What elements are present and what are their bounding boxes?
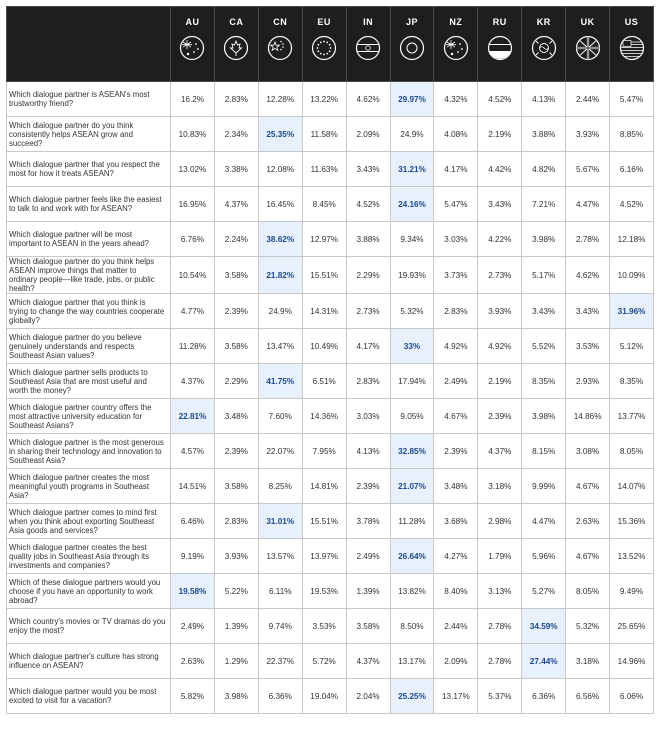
- highest-value-cell: 41.75%: [258, 364, 302, 399]
- value-cell: 2.78%: [478, 644, 522, 679]
- question-cell: Which dialogue partner feels like the easiest to talk to and work with for ASEAN?: [7, 187, 171, 222]
- value-cell: 4.22%: [478, 222, 522, 257]
- value-cell: 10.54%: [171, 257, 215, 294]
- value-cell: 3.98%: [214, 679, 258, 714]
- highest-value-cell: 21.82%: [258, 257, 302, 294]
- russia-flag-icon: [487, 35, 513, 61]
- value-cell: 3.43%: [478, 187, 522, 222]
- table-row: [7, 434, 654, 469]
- table-row: [7, 294, 654, 329]
- question-cell: Which dialogue partner do you believe genuinely understands and respects Southeast Asian values?: [7, 329, 171, 364]
- column-header-uk: [566, 7, 610, 82]
- value-cell: 4.52%: [346, 187, 390, 222]
- value-cell: 13.57%: [258, 539, 302, 574]
- value-cell: 4.47%: [566, 187, 610, 222]
- value-cell: 9.99%: [522, 469, 566, 504]
- value-cell: 3.88%: [522, 117, 566, 152]
- value-cell: 4.37%: [214, 187, 258, 222]
- value-cell: 6.46%: [171, 504, 215, 539]
- value-cell: 3.43%: [566, 294, 610, 329]
- value-cell: 8.50%: [390, 609, 434, 644]
- value-cell: 14.07%: [610, 469, 654, 504]
- value-cell: 4.08%: [434, 117, 478, 152]
- value-cell: 4.17%: [434, 152, 478, 187]
- value-cell: 5.22%: [214, 574, 258, 609]
- value-cell: 4.17%: [346, 329, 390, 364]
- value-cell: 1.79%: [478, 539, 522, 574]
- value-cell: 4.82%: [522, 152, 566, 187]
- value-cell: 24.9%: [258, 294, 302, 329]
- highest-value-cell: 31.96%: [610, 294, 654, 329]
- highest-value-cell: 33%: [390, 329, 434, 364]
- canada-flag-icon: [223, 35, 249, 61]
- column-header-cn: [258, 7, 302, 82]
- korea-flag-icon: [531, 35, 557, 61]
- value-cell: 4.47%: [522, 504, 566, 539]
- question-cell: Which of these dialogue partners would you choose if you have an opportunity to work abroad?: [7, 574, 171, 609]
- value-cell: 2.44%: [566, 82, 610, 117]
- value-cell: 8.85%: [610, 117, 654, 152]
- value-cell: 4.67%: [566, 539, 610, 574]
- value-cell: 2.04%: [346, 679, 390, 714]
- eu-flag-icon: [311, 35, 337, 61]
- column-header-nz: [434, 7, 478, 82]
- value-cell: 2.78%: [566, 222, 610, 257]
- value-cell: 13.47%: [258, 329, 302, 364]
- highest-value-cell: 32.85%: [390, 434, 434, 469]
- question-cell: Which dialogue partner will be most important to ASEAN in the years ahead?: [7, 222, 171, 257]
- table-row: [7, 82, 654, 117]
- column-header-eu: [302, 7, 346, 82]
- value-cell: 5.12%: [610, 329, 654, 364]
- value-cell: 8.05%: [566, 574, 610, 609]
- value-cell: 13.17%: [434, 679, 478, 714]
- value-cell: 6.11%: [258, 574, 302, 609]
- value-cell: 12.08%: [258, 152, 302, 187]
- value-cell: 3.98%: [522, 399, 566, 434]
- value-cell: 2.09%: [434, 644, 478, 679]
- table-body: [7, 82, 654, 714]
- value-cell: 14.96%: [610, 644, 654, 679]
- value-cell: 3.58%: [214, 257, 258, 294]
- value-cell: 5.82%: [171, 679, 215, 714]
- value-cell: 2.29%: [214, 364, 258, 399]
- question-cell: Which country's movies or TV dramas do you enjoy the most?: [7, 609, 171, 644]
- value-cell: 4.77%: [171, 294, 215, 329]
- value-cell: 3.93%: [478, 294, 522, 329]
- value-cell: 14.86%: [566, 399, 610, 434]
- value-cell: 6.56%: [566, 679, 610, 714]
- value-cell: 8.40%: [434, 574, 478, 609]
- value-cell: 3.03%: [346, 399, 390, 434]
- value-cell: 3.13%: [478, 574, 522, 609]
- value-cell: 3.68%: [434, 504, 478, 539]
- value-cell: 5.52%: [522, 329, 566, 364]
- table-row: [7, 152, 654, 187]
- value-cell: 6.36%: [522, 679, 566, 714]
- value-cell: 11.28%: [171, 329, 215, 364]
- question-cell: Which dialogue partner that you think is trying to change the way countries cooperate globally?: [7, 294, 171, 329]
- value-cell: 4.67%: [434, 399, 478, 434]
- value-cell: 8.05%: [610, 434, 654, 469]
- table-row: [7, 329, 654, 364]
- value-cell: 16.2%: [171, 82, 215, 117]
- value-cell: 3.53%: [302, 609, 346, 644]
- highest-value-cell: 29.97%: [390, 82, 434, 117]
- value-cell: 4.13%: [522, 82, 566, 117]
- value-cell: 3.88%: [346, 222, 390, 257]
- value-cell: 6.76%: [171, 222, 215, 257]
- survey-table: [6, 6, 654, 714]
- column-code: EU: [317, 17, 331, 27]
- value-cell: 2.83%: [214, 504, 258, 539]
- value-cell: 2.93%: [566, 364, 610, 399]
- column-code: CN: [273, 17, 288, 27]
- japan-flag-icon: [399, 35, 425, 61]
- value-cell: 5.32%: [390, 294, 434, 329]
- china-flag-icon: [267, 35, 293, 61]
- value-cell: 5.96%: [522, 539, 566, 574]
- header-corner: [7, 7, 171, 82]
- value-cell: 2.73%: [346, 294, 390, 329]
- value-cell: 19.53%: [302, 574, 346, 609]
- value-cell: 3.78%: [346, 504, 390, 539]
- value-cell: 4.62%: [566, 257, 610, 294]
- value-cell: 2.78%: [478, 609, 522, 644]
- value-cell: 19.93%: [390, 257, 434, 294]
- value-cell: 22.07%: [258, 434, 302, 469]
- value-cell: 22.37%: [258, 644, 302, 679]
- highest-value-cell: 25.25%: [390, 679, 434, 714]
- value-cell: 15.36%: [610, 504, 654, 539]
- column-header-kr: [522, 7, 566, 82]
- value-cell: 1.29%: [214, 644, 258, 679]
- column-code: JP: [405, 17, 418, 27]
- column-header-jp: [390, 7, 434, 82]
- value-cell: 3.58%: [214, 469, 258, 504]
- table-row: [7, 257, 654, 294]
- value-cell: 16.45%: [258, 187, 302, 222]
- uk-flag-icon: [575, 35, 601, 61]
- question-cell: Which dialogue partner is ASEAN's most trustworthy friend?: [7, 82, 171, 117]
- question-cell: Which dialogue partner comes to mind first when you think about exporting Southeast Asia goods and services?: [7, 504, 171, 539]
- value-cell: 12.28%: [258, 82, 302, 117]
- value-cell: 3.58%: [214, 329, 258, 364]
- question-cell: Which dialogue partner country offers the most attractive university education for Southeast Asians?: [7, 399, 171, 434]
- value-cell: 2.24%: [214, 222, 258, 257]
- value-cell: 4.92%: [478, 329, 522, 364]
- value-cell: 4.37%: [171, 364, 215, 399]
- highest-value-cell: 38.62%: [258, 222, 302, 257]
- question-cell: Which dialogue partner sells products to Southeast Asia that are most useful and worth the money?: [7, 364, 171, 399]
- value-cell: 15.51%: [302, 504, 346, 539]
- value-cell: 2.39%: [346, 469, 390, 504]
- table-row: [7, 644, 654, 679]
- value-cell: 8.25%: [258, 469, 302, 504]
- column-code: CA: [229, 17, 244, 27]
- value-cell: 2.19%: [478, 117, 522, 152]
- value-cell: 4.42%: [478, 152, 522, 187]
- value-cell: 4.52%: [610, 187, 654, 222]
- table-row: [7, 469, 654, 504]
- column-header-au: [171, 7, 215, 82]
- value-cell: 7.60%: [258, 399, 302, 434]
- us-flag-icon: [619, 35, 645, 61]
- value-cell: 3.93%: [214, 539, 258, 574]
- value-cell: 4.37%: [478, 434, 522, 469]
- table-row: [7, 609, 654, 644]
- column-code: AU: [185, 17, 200, 27]
- value-cell: 14.31%: [302, 294, 346, 329]
- value-cell: 15.51%: [302, 257, 346, 294]
- value-cell: 14.81%: [302, 469, 346, 504]
- value-cell: 13.22%: [302, 82, 346, 117]
- value-cell: 9.05%: [390, 399, 434, 434]
- india-flag-icon: [355, 35, 381, 61]
- value-cell: 3.93%: [566, 117, 610, 152]
- value-cell: 8.35%: [522, 364, 566, 399]
- value-cell: 4.57%: [171, 434, 215, 469]
- value-cell: 13.82%: [390, 574, 434, 609]
- question-cell: Which dialogue partner's culture has strong influence on ASEAN?: [7, 644, 171, 679]
- value-cell: 13.02%: [171, 152, 215, 187]
- highest-value-cell: 26.64%: [390, 539, 434, 574]
- value-cell: 1.39%: [214, 609, 258, 644]
- value-cell: 25.65%: [610, 609, 654, 644]
- value-cell: 2.09%: [346, 117, 390, 152]
- value-cell: 11.63%: [302, 152, 346, 187]
- value-cell: 5.17%: [522, 257, 566, 294]
- value-cell: 5.32%: [566, 609, 610, 644]
- table-row: [7, 574, 654, 609]
- value-cell: 4.13%: [346, 434, 390, 469]
- value-cell: 8.45%: [302, 187, 346, 222]
- value-cell: 3.53%: [566, 329, 610, 364]
- highest-value-cell: 34.59%: [522, 609, 566, 644]
- value-cell: 5.37%: [478, 679, 522, 714]
- value-cell: 3.48%: [214, 399, 258, 434]
- value-cell: 14.36%: [302, 399, 346, 434]
- value-cell: 13.52%: [610, 539, 654, 574]
- value-cell: 2.29%: [346, 257, 390, 294]
- value-cell: 2.44%: [434, 609, 478, 644]
- header-row: [7, 7, 654, 82]
- column-header-us: [610, 7, 654, 82]
- value-cell: 11.28%: [390, 504, 434, 539]
- column-header-in: [346, 7, 390, 82]
- value-cell: 3.43%: [346, 152, 390, 187]
- value-cell: 3.18%: [478, 469, 522, 504]
- value-cell: 2.83%: [434, 294, 478, 329]
- value-cell: 4.32%: [434, 82, 478, 117]
- highest-value-cell: 19.58%: [171, 574, 215, 609]
- question-cell: Which dialogue partner would you be most excited to visit for a vacation?: [7, 679, 171, 714]
- value-cell: 4.37%: [346, 644, 390, 679]
- value-cell: 2.49%: [434, 364, 478, 399]
- highest-value-cell: 22.81%: [171, 399, 215, 434]
- value-cell: 2.39%: [478, 399, 522, 434]
- value-cell: 2.83%: [346, 364, 390, 399]
- question-cell: Which dialogue partner creates the most meaningful youth programs in Southeast Asia?: [7, 469, 171, 504]
- value-cell: 7.95%: [302, 434, 346, 469]
- survey-table-wrapper: [6, 6, 654, 714]
- value-cell: 5.27%: [522, 574, 566, 609]
- value-cell: 4.52%: [478, 82, 522, 117]
- value-cell: 3.48%: [434, 469, 478, 504]
- value-cell: 13.97%: [302, 539, 346, 574]
- table-row: [7, 187, 654, 222]
- question-cell: Which dialogue partner is the most generous in sharing their technology and innovation to Southeast Asia?: [7, 434, 171, 469]
- value-cell: 5.67%: [566, 152, 610, 187]
- value-cell: 3.58%: [346, 609, 390, 644]
- highest-value-cell: 25.35%: [258, 117, 302, 152]
- value-cell: 17.94%: [390, 364, 434, 399]
- value-cell: 6.06%: [610, 679, 654, 714]
- table-row: [7, 679, 654, 714]
- column-code: KR: [536, 17, 551, 27]
- value-cell: 10.83%: [171, 117, 215, 152]
- column-code: UK: [580, 17, 595, 27]
- table-row: [7, 539, 654, 574]
- value-cell: 2.73%: [478, 257, 522, 294]
- highest-value-cell: 31.01%: [258, 504, 302, 539]
- column-code: NZ: [449, 17, 463, 27]
- question-cell: Which dialogue partner do you think consistently helps ASEAN grow and succeed?: [7, 117, 171, 152]
- question-cell: Which dialogue partner that you respect the most for how it treats ASEAN?: [7, 152, 171, 187]
- australia-flag-icon: [179, 35, 205, 61]
- table-row: [7, 222, 654, 257]
- value-cell: 3.38%: [214, 152, 258, 187]
- value-cell: 11.58%: [302, 117, 346, 152]
- value-cell: 10.09%: [610, 257, 654, 294]
- highest-value-cell: 24.16%: [390, 187, 434, 222]
- value-cell: 19.04%: [302, 679, 346, 714]
- value-cell: 2.34%: [214, 117, 258, 152]
- value-cell: 4.27%: [434, 539, 478, 574]
- value-cell: 12.97%: [302, 222, 346, 257]
- highest-value-cell: 21.07%: [390, 469, 434, 504]
- value-cell: 9.49%: [610, 574, 654, 609]
- value-cell: 6.51%: [302, 364, 346, 399]
- value-cell: 2.39%: [434, 434, 478, 469]
- value-cell: 2.39%: [214, 434, 258, 469]
- column-header-ca: [214, 7, 258, 82]
- value-cell: 7.21%: [522, 187, 566, 222]
- column-code: RU: [492, 17, 507, 27]
- new-zealand-flag-icon: [443, 35, 469, 61]
- value-cell: 8.35%: [610, 364, 654, 399]
- value-cell: 2.83%: [214, 82, 258, 117]
- question-cell: Which dialogue partner do you think helps ASEAN improve things that matter to ordinary people—like trade, jobs, or public health?: [7, 257, 171, 294]
- value-cell: 5.47%: [434, 187, 478, 222]
- value-cell: 2.49%: [171, 609, 215, 644]
- table-row: [7, 364, 654, 399]
- value-cell: 4.67%: [566, 469, 610, 504]
- value-cell: 3.98%: [522, 222, 566, 257]
- value-cell: 6.36%: [258, 679, 302, 714]
- value-cell: 3.18%: [566, 644, 610, 679]
- column-code: US: [624, 17, 639, 27]
- value-cell: 9.74%: [258, 609, 302, 644]
- column-header-ru: [478, 7, 522, 82]
- value-cell: 3.73%: [434, 257, 478, 294]
- value-cell: 2.49%: [346, 539, 390, 574]
- value-cell: 3.08%: [566, 434, 610, 469]
- value-cell: 2.63%: [566, 504, 610, 539]
- table-row: [7, 399, 654, 434]
- value-cell: 3.43%: [522, 294, 566, 329]
- value-cell: 13.17%: [390, 644, 434, 679]
- value-cell: 13.77%: [610, 399, 654, 434]
- value-cell: 9.19%: [171, 539, 215, 574]
- value-cell: 6.16%: [610, 152, 654, 187]
- value-cell: 5.72%: [302, 644, 346, 679]
- value-cell: 24.9%: [390, 117, 434, 152]
- value-cell: 16.95%: [171, 187, 215, 222]
- highest-value-cell: 27.44%: [522, 644, 566, 679]
- value-cell: 4.92%: [434, 329, 478, 364]
- value-cell: 9.34%: [390, 222, 434, 257]
- value-cell: 2.19%: [478, 364, 522, 399]
- column-code: IN: [363, 17, 374, 27]
- value-cell: 2.98%: [478, 504, 522, 539]
- value-cell: 14.51%: [171, 469, 215, 504]
- value-cell: 2.39%: [214, 294, 258, 329]
- value-cell: 8.15%: [522, 434, 566, 469]
- table-row: [7, 117, 654, 152]
- value-cell: 10.49%: [302, 329, 346, 364]
- value-cell: 5.47%: [610, 82, 654, 117]
- value-cell: 4.62%: [346, 82, 390, 117]
- question-cell: Which dialogue partner creates the best quality jobs in Southeast Asia through its investments and companies?: [7, 539, 171, 574]
- value-cell: 2.63%: [171, 644, 215, 679]
- value-cell: 1.39%: [346, 574, 390, 609]
- highest-value-cell: 31.21%: [390, 152, 434, 187]
- value-cell: 12.18%: [610, 222, 654, 257]
- value-cell: 3.03%: [434, 222, 478, 257]
- table-row: [7, 504, 654, 539]
